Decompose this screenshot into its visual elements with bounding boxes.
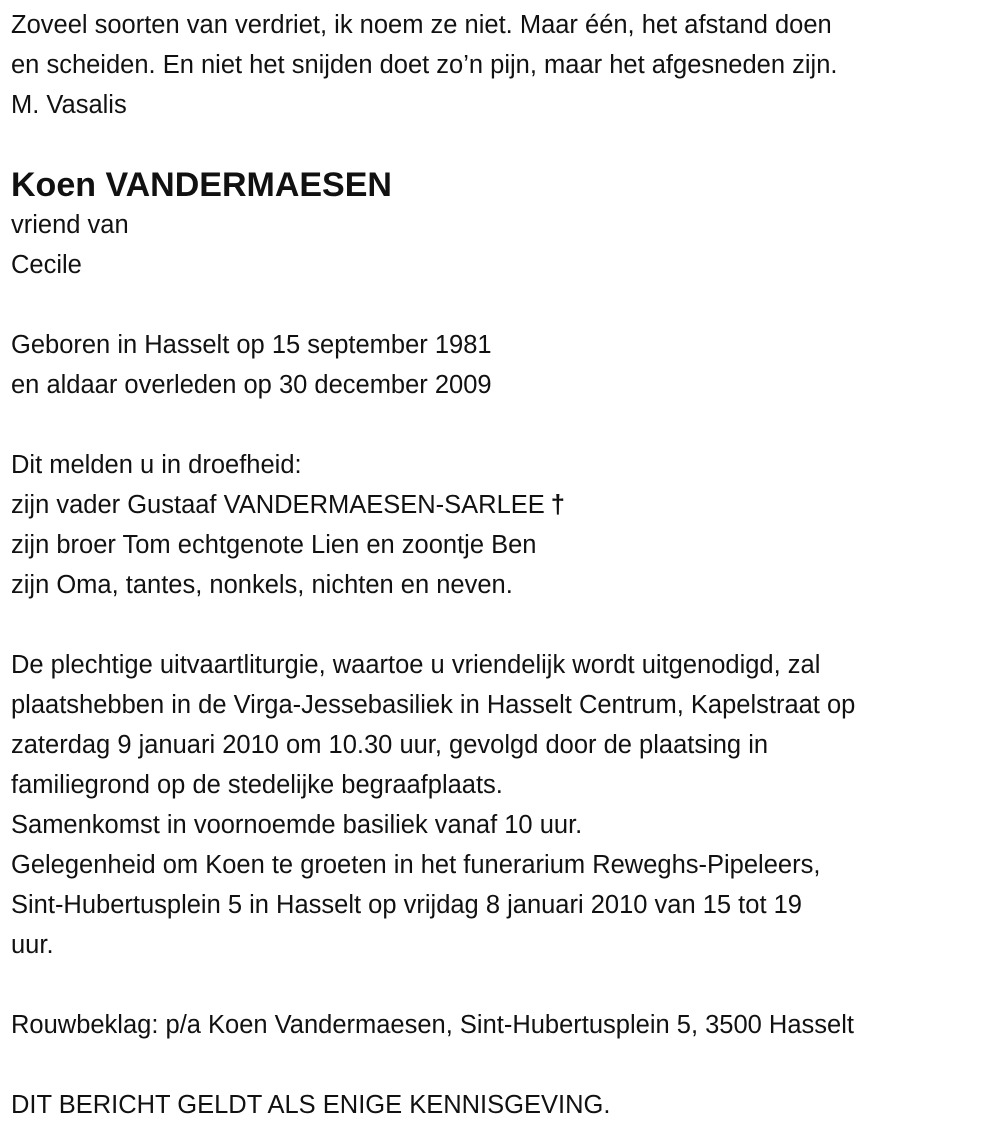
spacer	[11, 1045, 1000, 1085]
mourner-father	[11, 485, 1000, 525]
ceremony-line: familiegrond op de stedelijke begraafplaats.	[11, 771, 503, 799]
ceremony-line: plaatshebben in de Virga-Jessebasiliek in Hasselt Centrum, Kapelstraat op	[11, 691, 856, 719]
ceremony-line: zaterdag 9 januari 2010 om 10.30 uur, gevolgd door de plaatsing in	[11, 731, 769, 759]
ceremony-line: De plechtige uitvaartliturgie, waartoe u vriendelijk wordt uitgenodigd, zal	[11, 651, 821, 679]
condolence-address: Rouwbeklag: p/a Koen Vandermaesen, Sint-Hubertusplein 5, 3500 Hasselt	[11, 1011, 854, 1039]
spacer	[11, 285, 1000, 325]
relation: vriend van	[11, 211, 129, 239]
mourner-line: zijn Oma, tantes, nonkels, nichten en neven.	[11, 571, 513, 599]
ceremony-line: Sint-Hubertusplein 5 in Hasselt op vrijdag 8 januari 2010 van 15 tot 19	[11, 891, 802, 919]
ceremony-line: Samenkomst in voornoemde basiliek vanaf 10 uur.	[11, 811, 583, 839]
quote-line: en scheiden. En niet het snijden doet zo’n pijn, maar het afgesneden zijn.	[11, 51, 838, 79]
birth-line: Geboren in Hasselt op 15 september 1981	[11, 331, 492, 359]
quote-line: Zoveel soorten van verdriet, ik noem ze niet. Maar één, het afstand doen	[11, 11, 832, 39]
mourners-intro: Dit melden u in droefheid:	[11, 451, 302, 479]
spacer	[11, 605, 1000, 645]
father-text: zijn vader Gustaaf VANDERMAESEN-SARLEE	[11, 491, 545, 519]
mourner-line: zijn broer Tom echtgenote Lien en zoontje Ben	[11, 531, 537, 559]
partner-name: Cecile	[11, 251, 82, 279]
spacer	[11, 125, 1000, 165]
spacer	[11, 405, 1000, 445]
ceremony-line: uur.	[11, 931, 54, 959]
closing-statement: DIT BERICHT GELDT ALS ENIGE KENNISGEVING.	[11, 1091, 611, 1119]
spacer	[11, 965, 1000, 1005]
deceased-name: Koen VANDERMAESEN	[11, 166, 392, 204]
death-line: en aldaar overleden op 30 december 2009	[11, 371, 492, 399]
cross-icon: †	[550, 491, 565, 519]
ceremony-line: Gelegenheid om Koen te groeten in het funerarium Reweghs-Pipeleers,	[11, 851, 821, 879]
quote-author: M. Vasalis	[11, 91, 127, 119]
